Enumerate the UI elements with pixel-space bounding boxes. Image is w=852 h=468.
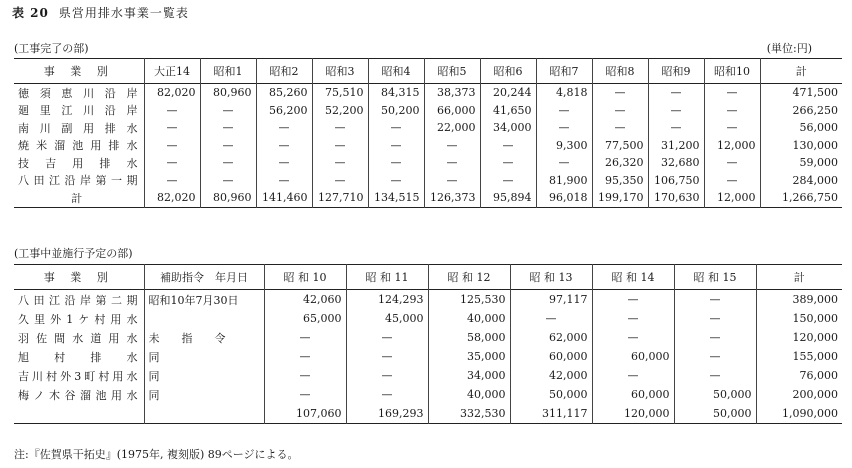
table-row [14,309,842,328]
table-cell: 50,200 [368,102,424,120]
table-cell: 266,250 [760,102,842,120]
table-cell: 40,000 [428,385,510,404]
table-cell: 65,000 [264,309,346,328]
table-cell: 130,000 [760,137,842,155]
table-cell: — [256,154,312,172]
table-cell: — [648,119,704,137]
table-row [14,385,842,404]
table-cell: 52,200 [312,102,368,120]
row-label: 八田江沿岸第二期 [18,293,138,307]
table-cell: — [144,137,200,155]
total-row [14,404,842,424]
table-cell: — [592,290,674,310]
column-header: 昭和9 [648,59,704,84]
total-cell: 95,894 [480,189,536,207]
table-cell: 56,200 [256,102,312,120]
table-cell: — [200,137,256,155]
total-cell: 332,530 [428,404,510,424]
subsidy-date: 同 [144,347,264,366]
table-cell: 284,000 [760,172,842,190]
total-cell: 120,000 [592,404,674,424]
table-cell: — [200,154,256,172]
table-cell: — [592,328,674,347]
table-cell: 60,000 [592,385,674,404]
column-header: 昭和2 [256,59,312,84]
table-cell: 56,000 [760,119,842,137]
table-cell: 58,000 [428,328,510,347]
table-row [14,102,842,120]
table-cell: — [200,102,256,120]
row-label: 旭村排水 [18,350,138,364]
table-cell: 40,000 [428,309,510,328]
table-cell: 106,750 [648,172,704,190]
table-cell: — [368,137,424,155]
table-cell: 200,000 [756,385,842,404]
total-cell: 96,018 [536,189,592,207]
row-label: 技吉用排水 [18,156,138,170]
table-cell: 50,000 [510,385,592,404]
table-cell: 95,350 [592,172,648,190]
table-cell: — [312,137,368,155]
table-cell: 31,200 [648,137,704,155]
table-cell: 38,373 [424,84,480,102]
row-label: 羽佐間水道用水 [18,331,138,345]
table-cell: — [704,102,760,120]
column-header: 昭和3 [312,59,368,84]
section2-heading: (工事中並施行予定の部) [14,247,133,260]
table-cell: — [674,309,756,328]
subsidy-date [144,309,264,328]
table-cell: 32,680 [648,154,704,172]
table-cell: 22,000 [424,119,480,137]
column-header: 昭和4 [368,59,424,84]
unit-label: (単位:円) [766,42,812,55]
table-cell: — [144,119,200,137]
table-cell: — [312,172,368,190]
row-label: 廻里江川沿岸 [18,104,138,118]
table-cell: 150,000 [756,309,842,328]
table-cell: — [648,102,704,120]
table-cell: — [674,290,756,310]
table-cell: — [368,172,424,190]
table-cell: — [264,385,346,404]
total-label [14,404,144,424]
table-cell: 42,000 [510,366,592,385]
total-cell: 134,515 [368,189,424,207]
total-cell: 141,460 [256,189,312,207]
table-cell: — [424,172,480,190]
total-cell: 199,170 [592,189,648,207]
table-header-row [14,59,842,84]
table-cell: 42,060 [264,290,346,310]
subsidy-date: 昭和10年7月30日 [144,290,264,310]
table-cell: — [346,328,428,347]
column-header: 昭 和 15 [674,265,756,290]
total-cell: 82,020 [144,189,200,207]
table-cell: — [264,347,346,366]
table-cell: — [536,154,592,172]
table-cell: 85,260 [256,84,312,102]
table-cell: 75,510 [312,84,368,102]
table-row [14,172,842,190]
table-row [14,154,842,172]
total-cell: 50,000 [674,404,756,424]
table-cell: — [424,154,480,172]
column-header: 昭和5 [424,59,480,84]
total-cell: 311,117 [510,404,592,424]
column-header: 昭和1 [200,59,256,84]
total-cell: 1,090,000 [756,404,842,424]
subsidy-date: 同 [144,366,264,385]
subsidy-date: 同 [144,385,264,404]
table-header-row [14,265,842,290]
table-cell: — [346,347,428,366]
column-header: 昭 和 11 [346,265,428,290]
row-label: 久里外1ケ村用水 [18,312,138,326]
column-header: 事 業 別 [43,271,114,284]
total-cell: 1,266,750 [760,189,842,207]
total-cell: 169,293 [346,404,428,424]
table-cell: 45,000 [346,309,428,328]
table-cell: — [704,84,760,102]
table-cell: 60,000 [592,347,674,366]
table-cell: — [480,137,536,155]
column-header: 昭和10 [704,59,760,84]
table-cell: — [536,102,592,120]
table-cell: 59,000 [760,154,842,172]
total-cell: 80,960 [200,189,256,207]
table-cell: 34,000 [428,366,510,385]
total-row [14,189,842,207]
table-cell: — [704,154,760,172]
total-label: 計 [71,191,85,205]
table-cell: — [704,172,760,190]
section1-heading: (工事完了の部) [14,42,89,55]
column-header: 昭 和 14 [592,265,674,290]
table-cell: — [368,154,424,172]
table-cell: — [256,172,312,190]
row-label: 南川副用排水 [18,121,138,135]
column-header: 昭 和 12 [428,265,510,290]
table-cell: — [480,172,536,190]
source-note: 注:『佐賀県干拓史』(1975年, 複刻版) 89ページによる。 [14,448,299,461]
table-cell: 389,000 [756,290,842,310]
table-cell: 20,244 [480,84,536,102]
table-cell: 4,818 [536,84,592,102]
table-row [14,328,842,347]
total-cell: 127,710 [312,189,368,207]
table-cell: 82,020 [144,84,200,102]
column-header: 計 [756,265,842,290]
total-cell: 107,060 [264,404,346,424]
table-cell: — [200,119,256,137]
row-label: 焼米溜池用排水 [18,139,138,153]
table-cell: 80,960 [200,84,256,102]
table-cell: 34,000 [480,119,536,137]
table-cell: — [312,119,368,137]
table-cell: 66,000 [424,102,480,120]
completed-works-table [14,58,842,208]
table-cell: — [536,119,592,137]
table-caption: 県営用排水事業一覧表 [58,6,189,20]
table-cell: — [144,102,200,120]
total-cell: 126,373 [424,189,480,207]
column-header: 昭和8 [592,59,648,84]
table-cell: — [592,366,674,385]
table-row [14,119,842,137]
table-cell: — [480,154,536,172]
table-cell: — [346,366,428,385]
total-cell: 170,630 [648,189,704,207]
table-row [14,366,842,385]
table-cell: — [592,119,648,137]
ongoing-works-table [14,264,842,424]
table-cell: 50,000 [674,385,756,404]
table-cell: 125,530 [428,290,510,310]
table-row [14,290,842,310]
total-cell: 12,000 [704,189,760,207]
table-cell: 77,500 [592,137,648,155]
table-cell: 97,117 [510,290,592,310]
table-cell: 471,500 [760,84,842,102]
table-cell: — [592,102,648,120]
column-header: 昭 和 13 [510,265,592,290]
table-cell: — [256,137,312,155]
table-number: 表 20 [12,6,49,20]
table-cell: — [144,154,200,172]
table-cell: 35,000 [428,347,510,366]
table-cell: — [368,119,424,137]
table-cell: — [144,172,200,190]
table-cell: 120,000 [756,328,842,347]
table-cell: — [674,366,756,385]
table-cell: — [264,366,346,385]
table-row [14,84,842,102]
table-cell: — [256,119,312,137]
table-cell: — [592,309,674,328]
table-cell: — [674,347,756,366]
table-cell: — [264,328,346,347]
table-cell: 26,320 [592,154,648,172]
column-header: 昭 和 10 [264,265,346,290]
table-cell: — [312,154,368,172]
table-cell: 12,000 [704,137,760,155]
table-cell: — [424,137,480,155]
row-label: 梅ノ木谷溜池用水 [18,388,138,402]
column-header: 昭和6 [480,59,536,84]
table-cell: 41,650 [480,102,536,120]
total-cell [144,404,264,424]
column-header: 昭和7 [536,59,592,84]
table-cell: — [674,328,756,347]
table-cell: — [346,385,428,404]
table-cell: — [200,172,256,190]
table-cell: 81,900 [536,172,592,190]
table-cell: 9,300 [536,137,592,155]
table-title [12,4,189,21]
column-header: 事 業 別 [43,65,114,78]
table-row [14,137,842,155]
table-cell: — [648,84,704,102]
table-cell: — [704,119,760,137]
table-cell: — [592,84,648,102]
table-cell: 124,293 [346,290,428,310]
table-cell: 84,315 [368,84,424,102]
table-cell: 60,000 [510,347,592,366]
column-header: 計 [760,59,842,84]
subsidy-date: 未 指 令 [144,328,264,347]
table-cell: 155,000 [756,347,842,366]
column-header: 大正14 [144,59,200,84]
column-header: 補助指令 年月日 [144,265,264,290]
table-cell: 76,000 [756,366,842,385]
row-label: 八田江沿岸第一期 [18,174,138,188]
table-cell: — [510,309,592,328]
table-cell: 62,000 [510,328,592,347]
row-label: 徳須恵川沿岸 [18,86,138,100]
table-row [14,347,842,366]
row-label: 吉川村外3町村用水 [18,369,138,383]
